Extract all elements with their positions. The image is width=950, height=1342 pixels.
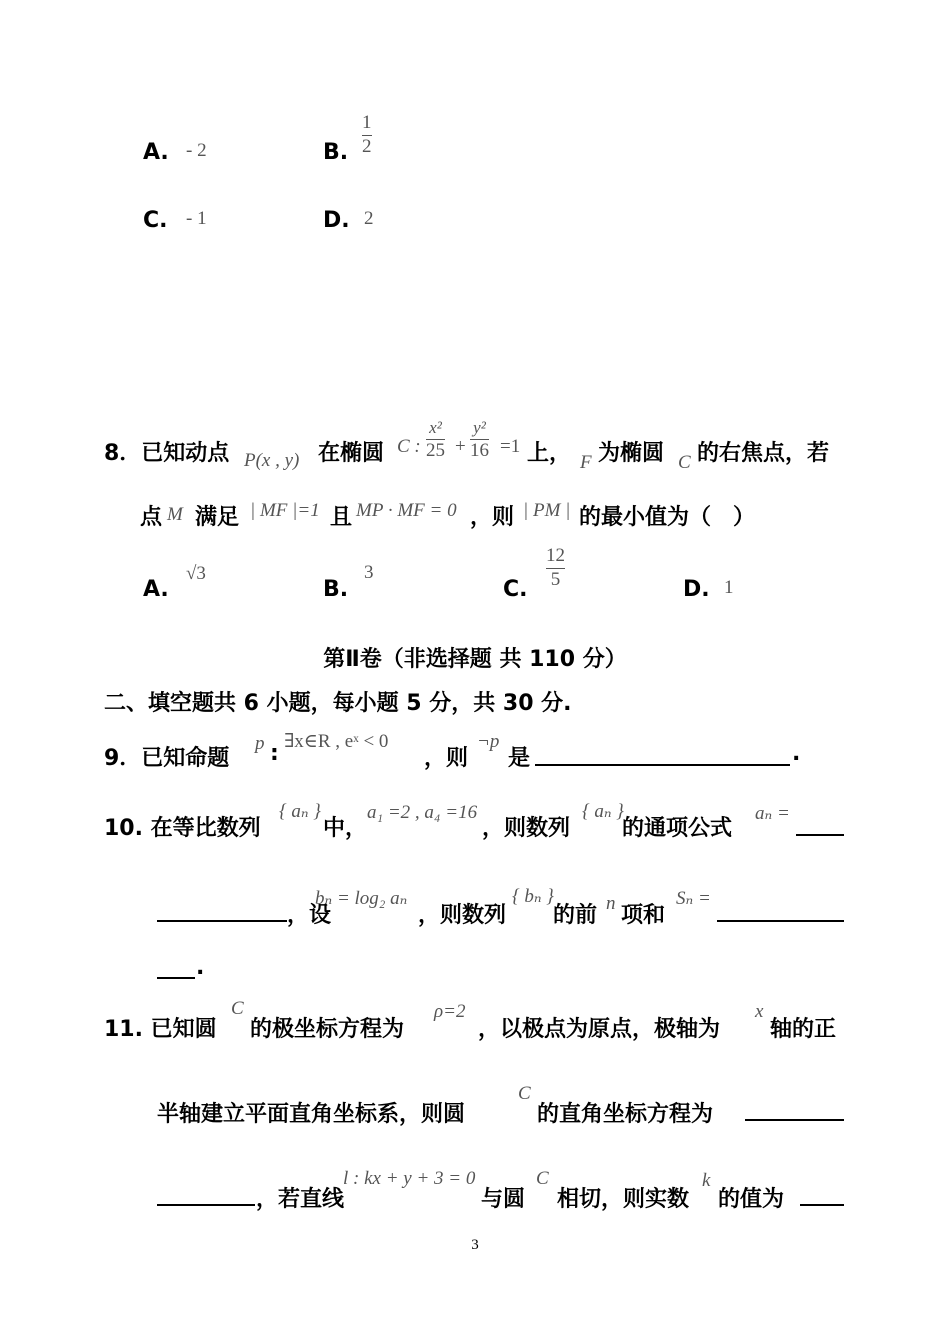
q8-fraction-y	[470, 419, 489, 462]
q9-p: p	[255, 733, 265, 754]
q10-blank-1b	[157, 900, 287, 922]
q8-focus-f: F	[580, 452, 592, 473]
q11-blank-1b	[157, 1184, 255, 1206]
q8-text-9: ，则	[470, 505, 515, 530]
q9-not-p: ¬p	[477, 731, 500, 752]
q11-text-1: 11. 已知圆	[104, 1017, 217, 1042]
q8-text-8: 且	[330, 505, 353, 530]
q8-option-a-value: √3	[186, 563, 206, 584]
q8-text-4: 为椭圆	[598, 441, 665, 466]
q11-circle-c-3: C	[536, 1168, 549, 1189]
q11-x: x	[755, 1001, 764, 1022]
q10-end: .	[196, 955, 205, 980]
q11-text-6: 的直角坐标方程为	[537, 1102, 714, 1127]
q11-circle-c-2: C	[518, 1083, 531, 1104]
q8-text-5: 的右焦点，若	[697, 441, 830, 466]
section2-title: 二、填空题共 6 小题，每小题 5 分，共 30 分.	[104, 691, 572, 716]
q8-text-7: 满足	[195, 505, 240, 530]
q7-option-d-letter: D.	[323, 208, 350, 233]
q10-blank-1a	[796, 814, 844, 836]
q9-colon: :	[270, 741, 279, 766]
fraction-denominator: 25	[426, 439, 445, 461]
q11-text-4: 轴的正	[770, 1017, 837, 1042]
q11-text-3: ，以极点为原点，极轴为	[478, 1017, 721, 1042]
q8-ellipse-name: C :	[397, 436, 421, 457]
q10-seq-a-2: { aₙ }	[582, 801, 624, 822]
q9-statement: ∃x∈R , eˣ < 0	[284, 731, 389, 752]
q9-text-1: 9．已知命题	[104, 746, 230, 771]
q8-option-d-letter: D.	[683, 577, 710, 602]
q11-blank-2	[800, 1184, 844, 1206]
q9-text-2: ，则	[424, 746, 469, 771]
q10-condition: a₁ =2 , a₄ =16	[367, 802, 478, 823]
q7-option-c-letter: C.	[143, 208, 168, 233]
q10-text-3: ，则数列	[482, 816, 571, 841]
q8-option-c-letter: C.	[503, 577, 528, 602]
q10-text-1: 10. 在等比数列	[104, 816, 261, 841]
q11-text-8: 与圆	[481, 1187, 526, 1212]
fraction-numerator: 1	[362, 112, 372, 133]
fraction-denominator: 16	[470, 439, 489, 461]
q11-blank-1a	[745, 1099, 844, 1121]
q9-answer-blank	[535, 744, 790, 766]
q10-seq-b: { bₙ }	[512, 886, 554, 907]
q8-fraction-x	[426, 419, 445, 462]
q8-text-6: 点	[140, 505, 163, 530]
q8-option-a-letter: A.	[143, 577, 169, 602]
q8-text-1: 8．已知动点	[104, 441, 230, 466]
q10-text-7: 的前	[553, 903, 598, 928]
q9-end: .	[792, 741, 801, 766]
q11-text-7: ，若直线	[256, 1187, 345, 1212]
fraction-denominator: 5	[550, 568, 561, 590]
q10-text-8: 项和	[621, 903, 666, 928]
q8-option-b-letter: B.	[323, 577, 349, 602]
q10-blank-2b	[157, 957, 195, 979]
q10-n: n	[606, 893, 616, 914]
q11-text-10: 的值为	[718, 1187, 785, 1212]
q9-text-3: 是	[508, 746, 531, 771]
q10-bn-definition: bₙ = log₂ aₙ	[315, 888, 408, 909]
q7-option-b-letter: B.	[323, 140, 349, 165]
part2-title: 第Ⅱ卷（非选择题 共 110 分）	[323, 647, 627, 672]
q8-option-d-value: 1	[724, 577, 734, 598]
q10-text-2: 中，	[323, 816, 368, 841]
page-number: 3	[471, 1237, 479, 1253]
q10-sn-equals: Sₙ =	[676, 888, 711, 909]
q8-pm: | PM |	[523, 500, 571, 521]
fraction-numerator: y²	[473, 418, 486, 437]
q11-text-2: 的极坐标方程为	[250, 1017, 405, 1042]
q11-circle-c: C	[231, 998, 244, 1019]
q8-condition-mf: | MF |=1	[250, 500, 320, 521]
q8-text-10: 的最小值为（ ）	[579, 505, 756, 530]
q11-text-5: 半轴建立平面直角坐标系，则圆	[157, 1102, 466, 1127]
q8-text-2: 在椭圆	[318, 441, 385, 466]
q10-an-equals: aₙ =	[755, 803, 790, 824]
q8-point-m: M	[167, 504, 183, 525]
q7-option-a-value: - 2	[186, 140, 207, 161]
q10-text-4: 的通项公式	[622, 816, 733, 841]
q11-text-9: 相切，则实数	[557, 1187, 690, 1212]
q7-option-d-value: 2	[364, 208, 374, 229]
q10-seq-a: { aₙ }	[279, 801, 321, 822]
q8-ellipse-c: C	[678, 452, 691, 473]
q8-point-p: P(x , y)	[244, 450, 300, 471]
q11-k: k	[702, 1170, 711, 1191]
q11-line-equation: l : kx + y + 3 = 0	[343, 1168, 476, 1189]
q10-text-5: ，设	[287, 903, 332, 928]
fraction-denominator: 2	[362, 135, 372, 157]
fraction-numerator: x²	[429, 418, 442, 437]
q8-option-b-value: 3	[364, 562, 374, 583]
q8-plus: +	[455, 436, 466, 457]
q7-option-b-fraction	[362, 113, 372, 158]
q10-blank-2a	[717, 900, 844, 922]
q8-option-c-fraction	[546, 546, 565, 591]
q7-option-a-letter: A.	[143, 140, 169, 165]
q8-equals-one: =1	[500, 436, 521, 457]
q7-option-c-value: - 1	[186, 208, 207, 229]
q11-rho: ρ=2	[434, 1001, 466, 1022]
fraction-numerator: 12	[546, 545, 565, 566]
q10-text-6: ，则数列	[418, 903, 507, 928]
q8-condition-dot: MP · MF = 0	[356, 500, 457, 521]
q8-text-3: 上，	[527, 441, 572, 466]
